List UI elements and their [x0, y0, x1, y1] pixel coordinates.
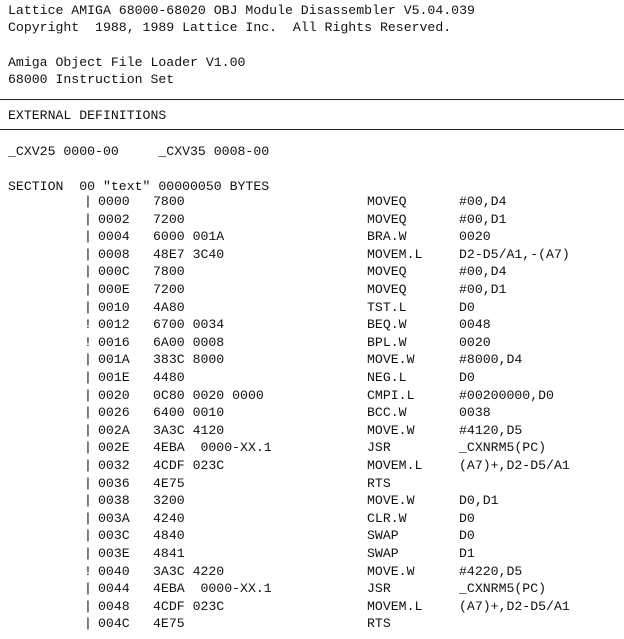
row-marker: |: [84, 458, 92, 473]
row-operands: (A7)+,D2-D5/A1: [459, 598, 570, 614]
row-address: 003C: [98, 528, 130, 544]
row-marker: |: [84, 264, 92, 280]
row-marker: |: [84, 510, 92, 526]
row-marker: |: [84, 282, 92, 297]
instruction-set-line: 68000 Instruction Set: [8, 72, 175, 87]
row-mnemonic: MOVEQ: [367, 211, 407, 227]
row-operands: 0020: [459, 334, 491, 350]
row-address: 0038: [98, 493, 130, 509]
row-operands: D0: [459, 528, 475, 544]
row-mnemonic: TST.L: [367, 299, 407, 315]
row-address: 004C: [98, 616, 130, 632]
row-operands: #00,D4: [459, 194, 507, 209]
row-opcode-bytes: 6700 0034: [153, 317, 225, 333]
row-operands: #00,D4: [459, 264, 507, 280]
row-mnemonic: MOVE.W: [367, 493, 415, 509]
row-marker: |: [84, 405, 92, 421]
row-opcode-bytes: 48E7 3C40: [153, 246, 225, 262]
section-header: SECTION 00 "text" 00000050 BYTES: [8, 179, 270, 194]
row-mnemonic: MOVEM.L: [367, 598, 423, 614]
external-definitions-title: EXTERNAL DEFINITIONS: [8, 108, 167, 123]
row-opcode-bytes: 7800: [153, 264, 185, 280]
row-operands: 0048: [459, 317, 491, 333]
row-operands: D1: [459, 546, 475, 561]
row-address: 003A: [98, 510, 130, 526]
row-opcode-bytes: 7200: [153, 211, 185, 227]
loader-line: Amiga Object File Loader V1.00: [8, 55, 246, 70]
row-marker: |: [84, 370, 92, 385]
row-opcode-bytes: 4E75: [153, 475, 185, 491]
copyright-line: Copyright 1988, 1989 Lattice Inc. All Rights Reserved.: [8, 20, 452, 35]
row-address: 002A: [98, 422, 130, 438]
row-mnemonic: MOVEQ: [367, 194, 407, 209]
row-address: 0004: [98, 229, 130, 245]
row-opcode-bytes: 4EBA 0000-XX.1: [153, 440, 272, 456]
row-opcode-bytes: 4CDF 023C: [153, 458, 225, 473]
row-marker: |: [84, 598, 92, 614]
row-opcode-bytes: 3200: [153, 493, 185, 509]
row-operands: #4220,D5: [459, 563, 523, 579]
row-opcode-bytes: 4240: [153, 510, 185, 526]
row-mnemonic: RTS: [367, 475, 391, 491]
row-mnemonic: MOVEM.L: [367, 458, 423, 473]
row-address: 002E: [98, 440, 130, 456]
row-address: 000E: [98, 282, 130, 297]
row-marker: |: [84, 229, 92, 245]
row-address: 001E: [98, 370, 130, 385]
row-address: 0040: [98, 563, 130, 579]
row-opcode-bytes: 3A3C 4120: [153, 422, 225, 438]
row-opcode-bytes: 4E75: [153, 616, 185, 632]
row-address: 0016: [98, 334, 130, 350]
row-opcode-bytes: 6A00 0008: [153, 334, 225, 350]
row-marker: |: [84, 528, 92, 544]
row-operands: D0: [459, 510, 475, 526]
row-mnemonic: BRA.W: [367, 229, 407, 245]
row-marker: |: [84, 581, 92, 597]
row-mnemonic: SWAP: [367, 528, 399, 544]
row-marker: |: [84, 616, 92, 632]
row-operands: D0: [459, 299, 475, 315]
row-operands: D0: [459, 370, 475, 385]
row-operands: (A7)+,D2-D5/A1: [459, 458, 570, 473]
row-marker: |: [84, 211, 92, 227]
row-operands: D0,D1: [459, 493, 499, 509]
row-opcode-bytes: 4EBA 0000-XX.1: [153, 581, 272, 597]
row-operands: 0038: [459, 405, 491, 421]
row-mnemonic: BEQ.W: [367, 317, 407, 333]
row-address: 000C: [98, 264, 130, 280]
row-address: 0010: [98, 299, 130, 315]
divider-bottom: [0, 129, 624, 130]
row-marker: !: [84, 334, 92, 350]
row-opcode-bytes: 4CDF 023C: [153, 598, 225, 614]
row-mnemonic: NEG.L: [367, 370, 407, 385]
divider-top: [0, 99, 624, 100]
row-operands: #4120,D5: [459, 422, 523, 438]
row-marker: !: [84, 317, 92, 333]
row-mnemonic: MOVE.W: [367, 422, 415, 438]
row-mnemonic: JSR: [367, 581, 391, 597]
row-opcode-bytes: 3A3C 4220: [153, 563, 225, 579]
row-mnemonic: MOVEQ: [367, 282, 407, 297]
row-address: 0012: [98, 317, 130, 333]
row-marker: |: [84, 475, 92, 491]
row-address: 0002: [98, 211, 130, 227]
row-mnemonic: JSR: [367, 440, 391, 456]
row-address: 0000: [98, 194, 130, 209]
row-operands: _CXNRM5(PC): [459, 581, 547, 597]
row-opcode-bytes: 4A80: [153, 299, 185, 315]
row-marker: |: [84, 194, 92, 209]
row-address: 0048: [98, 598, 130, 614]
row-mnemonic: SWAP: [367, 546, 399, 561]
row-operands: 0020: [459, 229, 491, 245]
row-opcode-bytes: 6400 0010: [153, 405, 225, 421]
row-opcode-bytes: 4841: [153, 546, 185, 561]
row-mnemonic: MOVE.W: [367, 352, 415, 368]
row-opcode-bytes: 0C80 0020 0000: [153, 387, 264, 403]
row-opcode-bytes: 6000 001A: [153, 229, 225, 245]
row-address: 001A: [98, 352, 130, 368]
row-mnemonic: MOVEQ: [367, 264, 407, 280]
row-operands: #00200000,D0: [459, 387, 554, 403]
row-mnemonic: MOVEM.L: [367, 246, 423, 262]
row-opcode-bytes: 7800: [153, 194, 185, 209]
row-marker: |: [84, 493, 92, 509]
row-marker: |: [84, 546, 92, 561]
row-opcode-bytes: 383C 8000: [153, 352, 225, 368]
row-address: 0020: [98, 387, 130, 403]
row-address: 0036: [98, 475, 130, 491]
row-operands: _CXNRM5(PC): [459, 440, 547, 456]
row-mnemonic: CLR.W: [367, 510, 407, 526]
row-marker: |: [84, 299, 92, 315]
row-marker: !: [84, 563, 92, 579]
row-address: 0032: [98, 458, 130, 473]
row-marker: |: [84, 352, 92, 368]
row-marker: |: [84, 246, 92, 262]
row-opcode-bytes: 4840: [153, 528, 185, 544]
row-operands: #8000,D4: [459, 352, 523, 368]
external-definitions-list: _CXV25 0000-00 _CXV35 0008-00: [8, 144, 270, 159]
row-address: 0008: [98, 246, 130, 262]
row-operands: D2-D5/A1,-(A7): [459, 246, 570, 262]
disassembler-title-line: Lattice AMIGA 68000-68020 OBJ Module Disassembler V5.04.039: [8, 3, 475, 18]
row-operands: #00,D1: [459, 282, 507, 297]
row-opcode-bytes: 7200: [153, 282, 185, 297]
row-address: 0044: [98, 581, 130, 597]
row-address: 0026: [98, 405, 130, 421]
row-operands: #00,D1: [459, 211, 507, 227]
row-marker: |: [84, 422, 92, 438]
row-mnemonic: CMPI.L: [367, 387, 415, 403]
row-mnemonic: MOVE.W: [367, 563, 415, 579]
row-marker: |: [84, 387, 92, 403]
row-marker: |: [84, 440, 92, 456]
row-address: 003E: [98, 546, 130, 561]
row-opcode-bytes: 4480: [153, 370, 185, 385]
row-mnemonic: RTS: [367, 616, 391, 632]
row-mnemonic: BPL.W: [367, 334, 407, 350]
row-mnemonic: BCC.W: [367, 405, 407, 421]
